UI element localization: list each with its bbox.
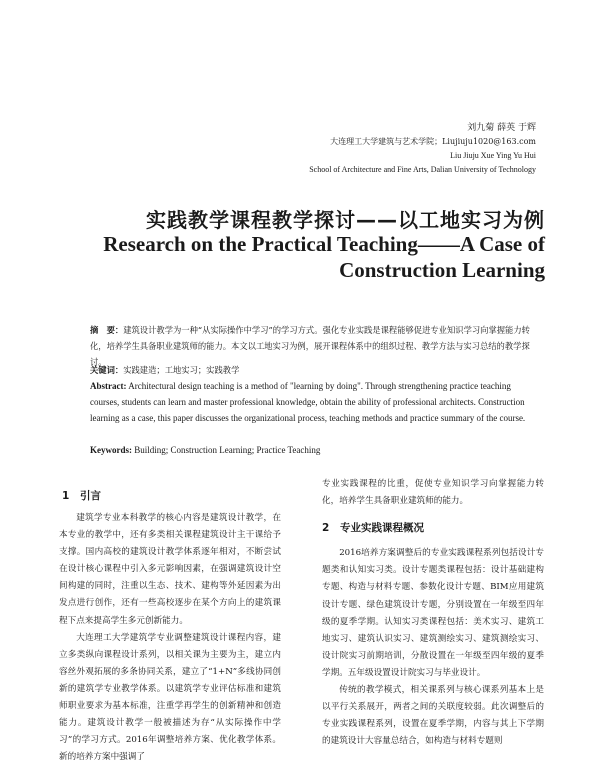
section-1-number: 1 xyxy=(62,490,70,502)
author-affiliation-en: School of Architecture and Fine Arts, Dalian University of Technology xyxy=(309,165,536,174)
keywords-english xyxy=(90,442,538,458)
title-english-line1: Research on the Practical Teaching——A Case of xyxy=(103,232,545,256)
author-affiliation-cn: 大连理工大学建筑与艺术学院；Liujiuju1020@163.com xyxy=(330,137,536,146)
keywords-cn-text: 实践建造；工地实习；实践教学 xyxy=(123,365,240,375)
author-block xyxy=(309,122,536,176)
keywords-en-text: Building; Construction Learning; Practice Teaching xyxy=(132,445,321,455)
section-2-paragraph: 2016培养方案调整后的专业实践课程系列包括设计专题类和认知实习类。设计专题类课程包括：设计基础建构专题、构造与材料专题、参数化设计专题、BIM应用建筑设计专题、绿色建筑设计专题，分别设置在一年级至四年级的夏季学期。认知实习类课程包括：美术实习、建筑工地实习、建筑认识实习、建筑测绘实习、建筑测绘实习、设计院实习前期培训，分散设置在一年级至四年级的夏季学期。五年级设置设计院实习与毕业设计。 xyxy=(322,548,544,678)
section-1-paragraph: 建筑学专业本科教学的核心内容是建筑设计教学，在本专业的教学中，还有多类相关课程建筑设计主干课给予支撑。国内高校的建筑设计教学体系逐年相对，不断尝试在设计核心课程中引入多元影响因素，在强调建筑设计空间构建的同时，注重以生态、技术、建构等外延因素为出发点进行创作，还有一些高校逐步在某个方向上的建筑课程下点来提高学生多元创新能力。 xyxy=(59,513,281,626)
abstract-english xyxy=(90,378,538,426)
title-chinese: 实践教学课程教学探讨——以工地实习为例 xyxy=(146,208,545,232)
section-1-paragraph: 大连理工大学建筑学专业调整建筑设计课程内容，建立多类纵向课程设计系列，以相关课为主要为主，建立内容丝外观拓展的多条协同关系，建立了“1+N”多线协同创新的建筑学专业教学体系。以建筑学专业评估标准和建筑师职业要求为基本标准，注重学再学生的创新精神和创造能力。建筑设计教学一般被描述为存“从实际操作中学习”的学习方式。2016年调整培养方案、优化教学体系。新的培养方案中强调了 xyxy=(59,632,281,763)
abstract-en-label: Abstract: xyxy=(90,381,127,391)
abstract-cn-text: 建筑设计教学为一种“从实际操作中学习”的学习方式。强化专业实践是课程能够促进专业知识学习向掌握能力转化，培养学生具备职业建筑师的能力。本文以工地实习为例，展开课程体系中的组织过程、教学方法与实习总结的教学探讨。 xyxy=(90,325,530,367)
continued-paragraph: 专业实践课程的比重，促使专业知识学习向掌握能力转化，培养学生具备职业建筑师的能力。 xyxy=(322,479,544,507)
section-2-paragraph: 传统的教学模式，相关课系列与核心课系列基本上是以平行关系展开，两者之间的关联度较弱。此次调整后的专业实践课程系列，设置在夏季学期，内容与其上下学期的建筑设计大容量总结合，如构造与材料专题则 xyxy=(322,685,544,747)
section-1-title: 引言 xyxy=(80,490,101,502)
keywords-chinese xyxy=(90,362,538,378)
section-2-heading xyxy=(322,520,544,537)
section-1-heading xyxy=(62,488,101,503)
author-names-en: Liu Jiuju Xue Ying Yu Hui xyxy=(450,151,536,160)
section-2-number: 2 xyxy=(322,522,330,535)
author-names-cn: 刘九菊 薛英 于辉 xyxy=(467,123,536,133)
keywords-en-label: Keywords: xyxy=(90,445,132,455)
title-english-line2: Construction Learning xyxy=(339,258,545,282)
keywords-cn-label: 关键词： xyxy=(90,365,124,375)
abstract-en-text: Architectural design teaching is a method of "learning by doing". Through strengthening practice teaching courses, students can learn and master professional knowledge, obtain the ability of professional architects. Construction learning as a case, this paper discusses the organizational process, teaching methods and practice summary of the course. xyxy=(90,381,526,423)
right-column xyxy=(322,476,544,750)
abstract-cn-label: 摘 要： xyxy=(90,325,124,335)
section-2-title: 专业实践课程概况 xyxy=(340,522,424,535)
left-column xyxy=(59,510,281,766)
